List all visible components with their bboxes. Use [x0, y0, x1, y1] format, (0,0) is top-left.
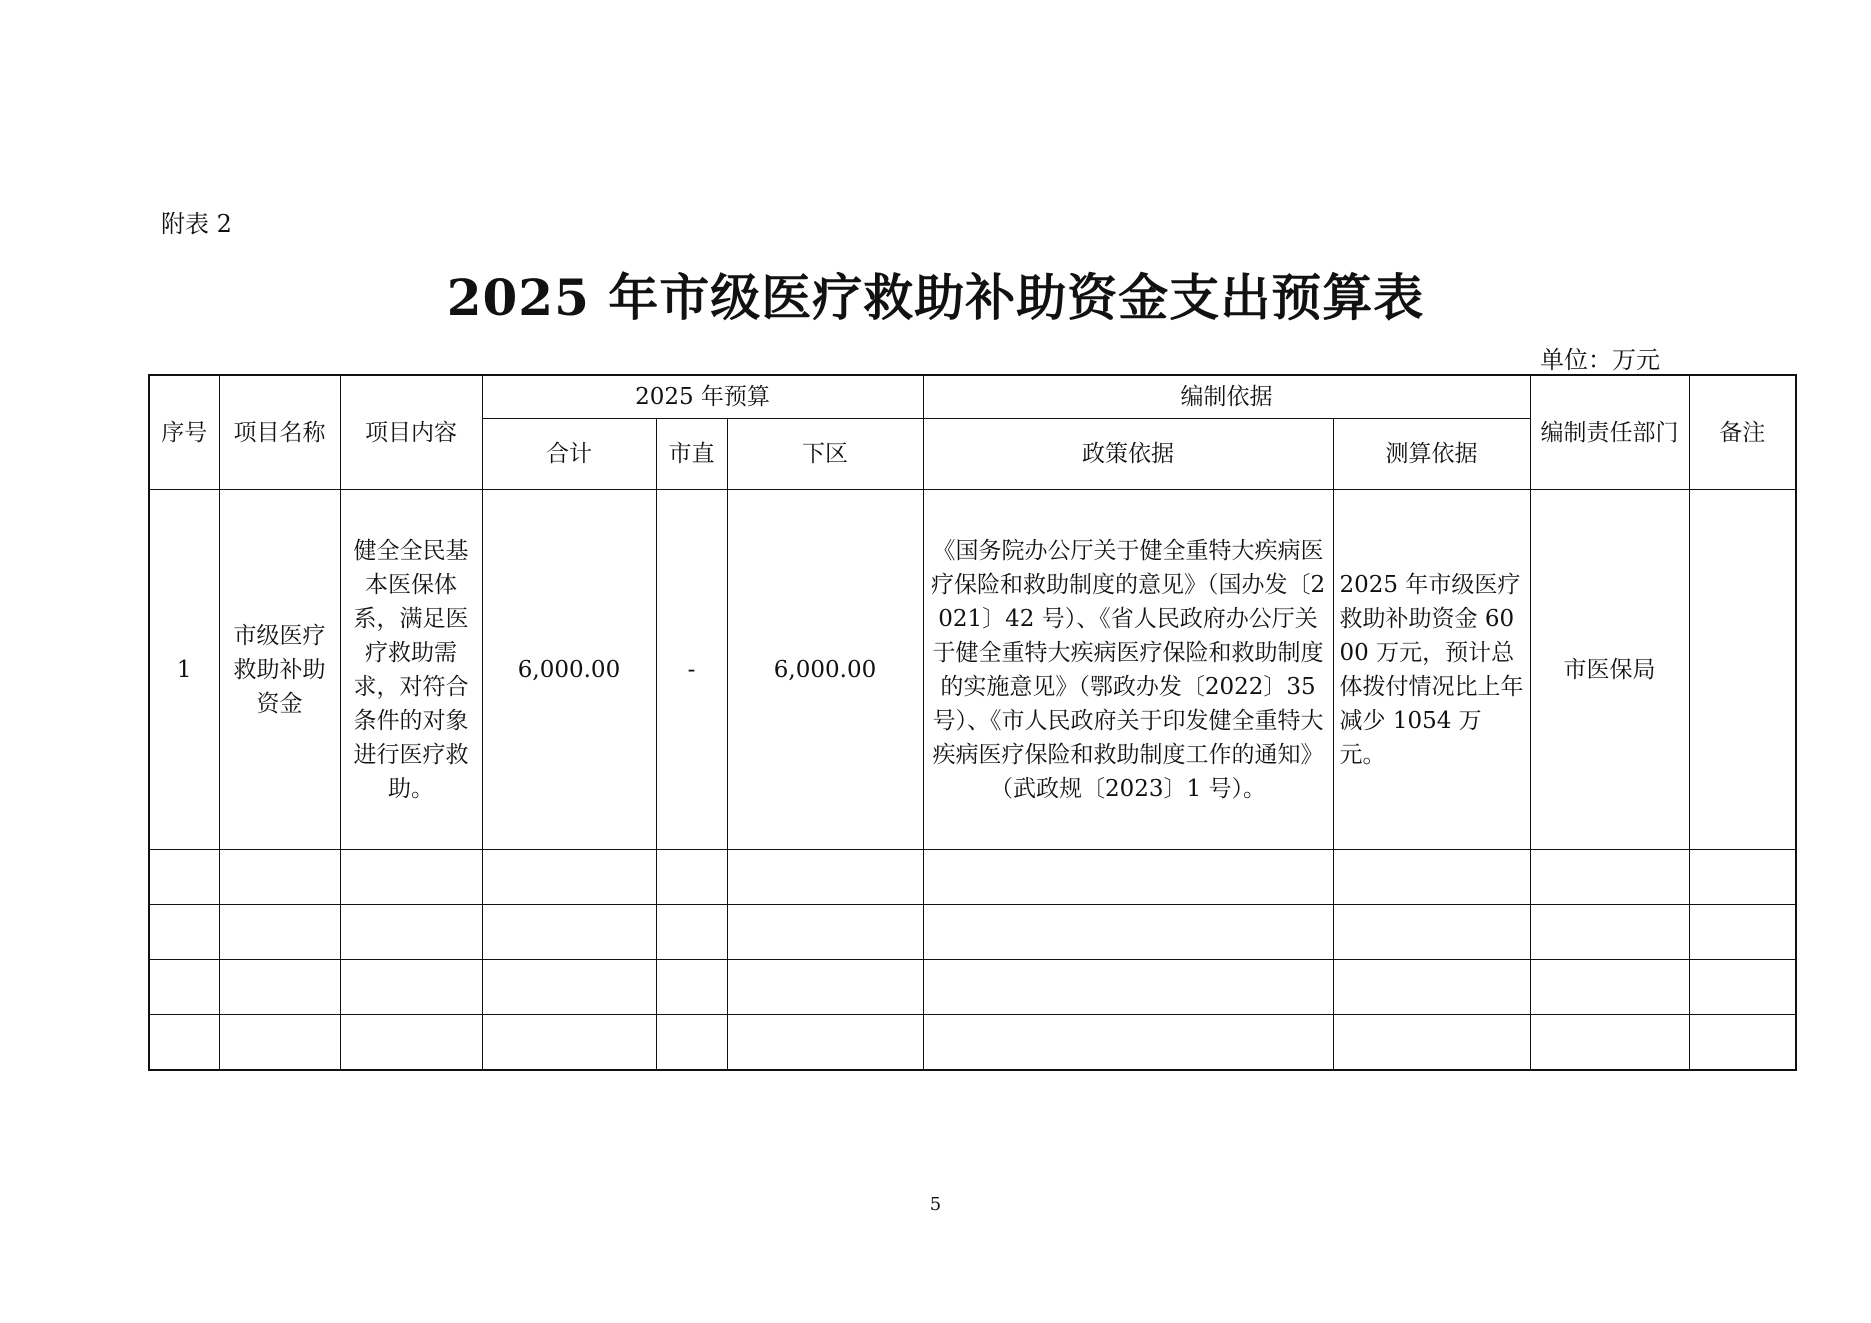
- empty-cell: [923, 1015, 1333, 1071]
- header-policy-basis: 政策依据: [923, 419, 1333, 490]
- annex-label: 附表 2: [161, 210, 232, 238]
- empty-cell: [727, 905, 923, 960]
- empty-cell: [219, 850, 340, 905]
- cell-project-content: 健全全民基本医保体系，满足医疗救助需求，对符合条件的对象进行医疗救助。: [340, 490, 482, 850]
- empty-cell: [727, 850, 923, 905]
- empty-cell: [1333, 1015, 1530, 1071]
- empty-cell: [219, 960, 340, 1015]
- empty-cell: [340, 905, 482, 960]
- header-dept: 编制责任部门: [1530, 375, 1689, 490]
- empty-cell: [727, 1015, 923, 1071]
- empty-cell: [219, 905, 340, 960]
- header-district: 下区: [727, 419, 923, 490]
- cell-remarks: [1689, 490, 1796, 850]
- cell-city-direct: -: [656, 490, 727, 850]
- empty-row: [149, 850, 1796, 905]
- cell-policy-basis: 《国务院办公厅关于健全重特大疾病医疗保险和救助制度的意见》（国办发〔2021〕42 号）、《省人民政府办公厅关于健全重特大疾病医疗保险和救助制度的实施意见》（鄂政办发〔2022〕35 号）、《市人民政府关于印发健全重特大疾病医疗保险和救助制度工作的通知》（武政规〔2023〕1 号）。: [923, 490, 1333, 850]
- empty-cell: [656, 960, 727, 1015]
- empty-cell: [219, 1015, 340, 1071]
- header-basis-group: 编制依据: [923, 375, 1530, 419]
- empty-cell: [340, 960, 482, 1015]
- cell-dept: 市医保局: [1530, 490, 1689, 850]
- empty-cell: [1530, 850, 1689, 905]
- empty-cell: [923, 905, 1333, 960]
- empty-cell: [1689, 905, 1796, 960]
- header-budget-group: 2025 年预算: [482, 375, 923, 419]
- header-project-content: 项目内容: [340, 375, 482, 490]
- empty-cell: [1530, 905, 1689, 960]
- empty-cell: [656, 1015, 727, 1071]
- page-number: 5: [929, 1194, 942, 1215]
- header-total: 合计: [482, 419, 656, 490]
- empty-row: [149, 905, 1796, 960]
- cell-district: 6,000.00: [727, 490, 923, 850]
- cell-total: 6,000.00: [482, 490, 656, 850]
- empty-cell: [1530, 960, 1689, 1015]
- empty-cell: [727, 960, 923, 1015]
- empty-cell: [340, 850, 482, 905]
- empty-cell: [1689, 960, 1796, 1015]
- header-city-direct: 市直: [656, 419, 727, 490]
- header-row-1: [149, 375, 1796, 419]
- empty-cell: [482, 905, 656, 960]
- empty-cell: [656, 850, 727, 905]
- empty-cell: [482, 1015, 656, 1071]
- empty-cell: [656, 905, 727, 960]
- header-project-name: 项目名称: [219, 375, 340, 490]
- cell-project-name: 市级医疗救助补助资金: [219, 490, 340, 850]
- header-seq: 序号: [149, 375, 219, 490]
- empty-cell: [149, 960, 219, 1015]
- empty-row: [149, 1015, 1796, 1071]
- empty-cell: [482, 960, 656, 1015]
- header-remarks: 备注: [1689, 375, 1796, 490]
- empty-cell: [1530, 1015, 1689, 1071]
- budget-table: [148, 374, 1797, 1071]
- page-title: 2025 年市级医疗救助补助资金支出预算表: [446, 268, 1425, 327]
- empty-cell: [1333, 905, 1530, 960]
- cell-seq: 1: [149, 490, 219, 850]
- table-row: [149, 490, 1796, 850]
- empty-cell: [482, 850, 656, 905]
- empty-cell: [149, 905, 219, 960]
- empty-cell: [1333, 960, 1530, 1015]
- empty-cell: [149, 850, 219, 905]
- empty-row: [149, 960, 1796, 1015]
- empty-cell: [1689, 1015, 1796, 1071]
- empty-cell: [1333, 850, 1530, 905]
- empty-cell: [923, 850, 1333, 905]
- unit-label: 单位：万元: [1540, 346, 1660, 374]
- header-calc-basis: 测算依据: [1333, 419, 1530, 490]
- cell-calc-basis: 2025 年市级医疗救助补助资金 6000 万元，预计总体拨付情况比上年减少 1054 万元。: [1333, 490, 1530, 850]
- empty-cell: [923, 960, 1333, 1015]
- empty-cell: [1689, 850, 1796, 905]
- empty-cell: [149, 1015, 219, 1071]
- empty-cell: [340, 1015, 482, 1071]
